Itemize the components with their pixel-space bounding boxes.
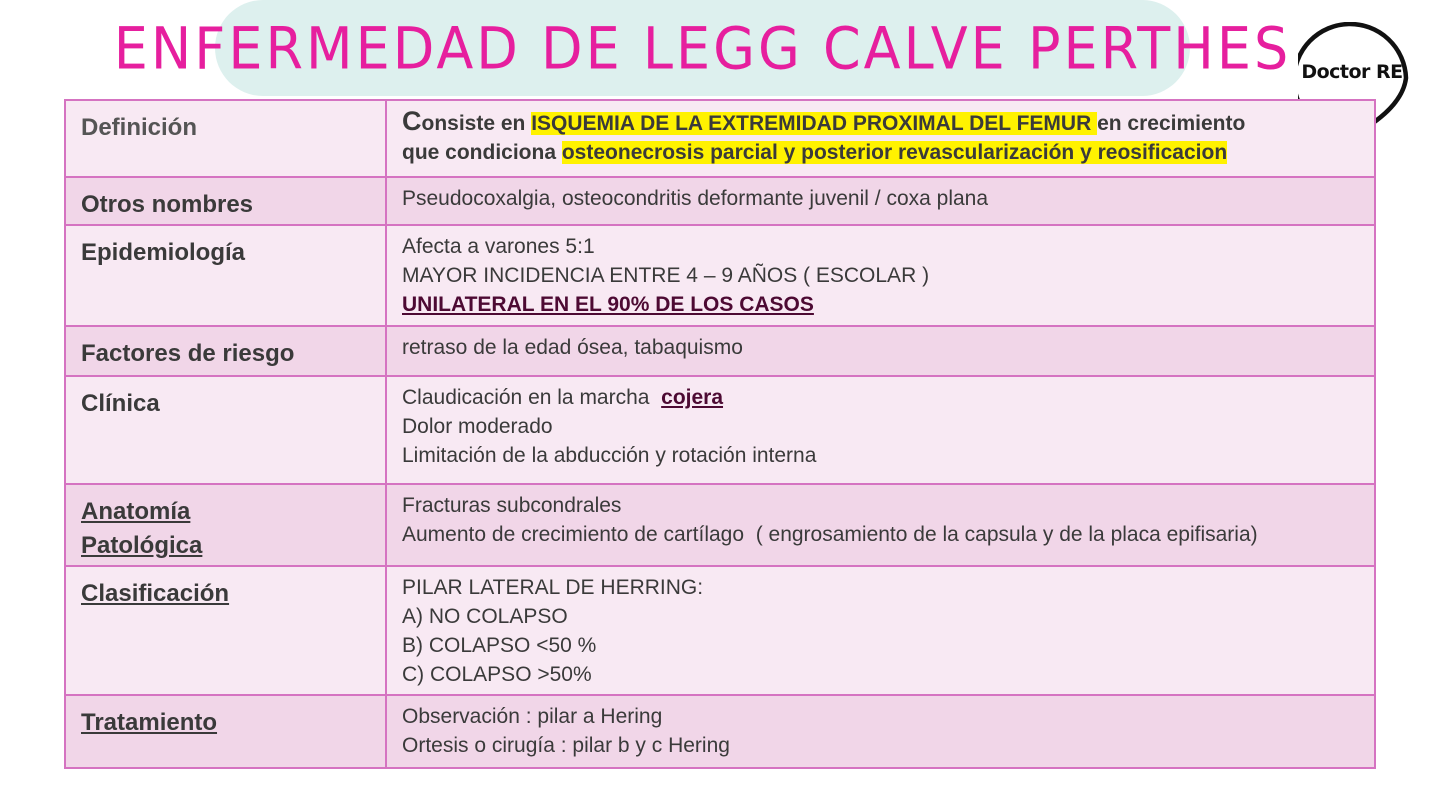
content-text: en crecimiento — [1097, 112, 1246, 135]
emphasis-text: cojera — [661, 386, 724, 409]
content-line: Aumento de crecimiento de cartílago ( engrosamiento de la capsula y de la placa epifisaria) — [402, 523, 1258, 546]
content-line: Fracturas subcondrales — [402, 494, 622, 517]
row-label — [65, 376, 386, 484]
content-line: Dolor moderado — [402, 415, 553, 438]
highlight-text: osteonecrosis parcial y posterior revascularización y reosificacion — [561, 141, 1228, 164]
table-row-anatomia — [65, 484, 1375, 566]
row-content — [386, 177, 1375, 225]
content-text: que condiciona — [402, 141, 562, 164]
content-text: onsiste en — [421, 112, 532, 135]
row-content — [386, 484, 1375, 566]
label-text: Tratamiento — [81, 709, 218, 736]
info-table — [64, 99, 1376, 769]
row-content — [386, 100, 1375, 177]
label-text: Definición — [81, 114, 198, 141]
label-text: Patológica — [81, 532, 203, 559]
label-text: Anatomía — [81, 498, 191, 525]
row-content — [386, 225, 1375, 326]
row-label — [65, 326, 386, 376]
row-content — [386, 566, 1375, 695]
content-line — [402, 107, 1360, 138]
table-row-clinica — [65, 376, 1375, 484]
content-line: Ortesis o cirugía : pilar b y c Hering — [402, 734, 730, 757]
row-label — [65, 100, 386, 177]
row-label — [65, 566, 386, 695]
content-line: Limitación de la abducción y rotación interna — [402, 444, 817, 467]
table-row-definicion — [65, 100, 1375, 177]
content-line: retraso de la edad ósea, tabaquismo — [402, 336, 743, 359]
label-text: Clasificación — [81, 580, 230, 607]
content-line — [402, 138, 1360, 167]
row-label — [65, 177, 386, 225]
content-line: C) COLAPSO >50% — [402, 663, 592, 686]
table-row-clasificacion — [65, 566, 1375, 695]
table-row-epidemiologia — [65, 225, 1375, 326]
content-line: PILAR LATERAL DE HERRING: — [402, 576, 704, 599]
row-content — [386, 376, 1375, 484]
content-line — [402, 383, 1360, 412]
label-text: Epidemiología — [81, 239, 246, 266]
label-text: Clínica — [81, 390, 160, 417]
logo-text: Doctor RE — [1301, 61, 1403, 83]
content-text: Claudicación en la marcha — [402, 386, 662, 409]
row-label — [65, 225, 386, 326]
page-title: ENFERMEDAD DE LEGG CALVE PERTHES — [113, 13, 1292, 83]
highlight-text: ISQUEMIA DE LA EXTREMIDAD PROXIMAL DEL FEMUR — [531, 112, 1098, 135]
row-label — [65, 695, 386, 768]
content-line: MAYOR INCIDENCIA ENTRE 4 – 9 AÑOS ( ESCOLAR ) — [402, 264, 930, 287]
table-row-factores-riesgo — [65, 326, 1375, 376]
content-line: UNILATERAL EN EL 90% DE LOS CASOS — [402, 293, 814, 316]
content-line: Pseudocoxalgia, osteocondritis deformante juvenil / coxa plana — [402, 187, 989, 210]
label-text: Factores de riesgo — [81, 340, 295, 367]
first-letter: C — [402, 106, 422, 136]
table-row-otros-nombres — [65, 177, 1375, 225]
row-content — [386, 695, 1375, 768]
content-line: B) COLAPSO <50 % — [402, 634, 597, 657]
label-text: Otros nombres — [81, 191, 254, 218]
content-line: Afecta a varones 5:1 — [402, 235, 595, 258]
content-line: Observación : pilar a Hering — [402, 705, 663, 728]
content-line: A) NO COLAPSO — [402, 605, 568, 628]
title-banner — [113, 0, 1292, 96]
row-content — [386, 326, 1375, 376]
table-row-tratamiento — [65, 695, 1375, 768]
row-label — [65, 484, 386, 566]
